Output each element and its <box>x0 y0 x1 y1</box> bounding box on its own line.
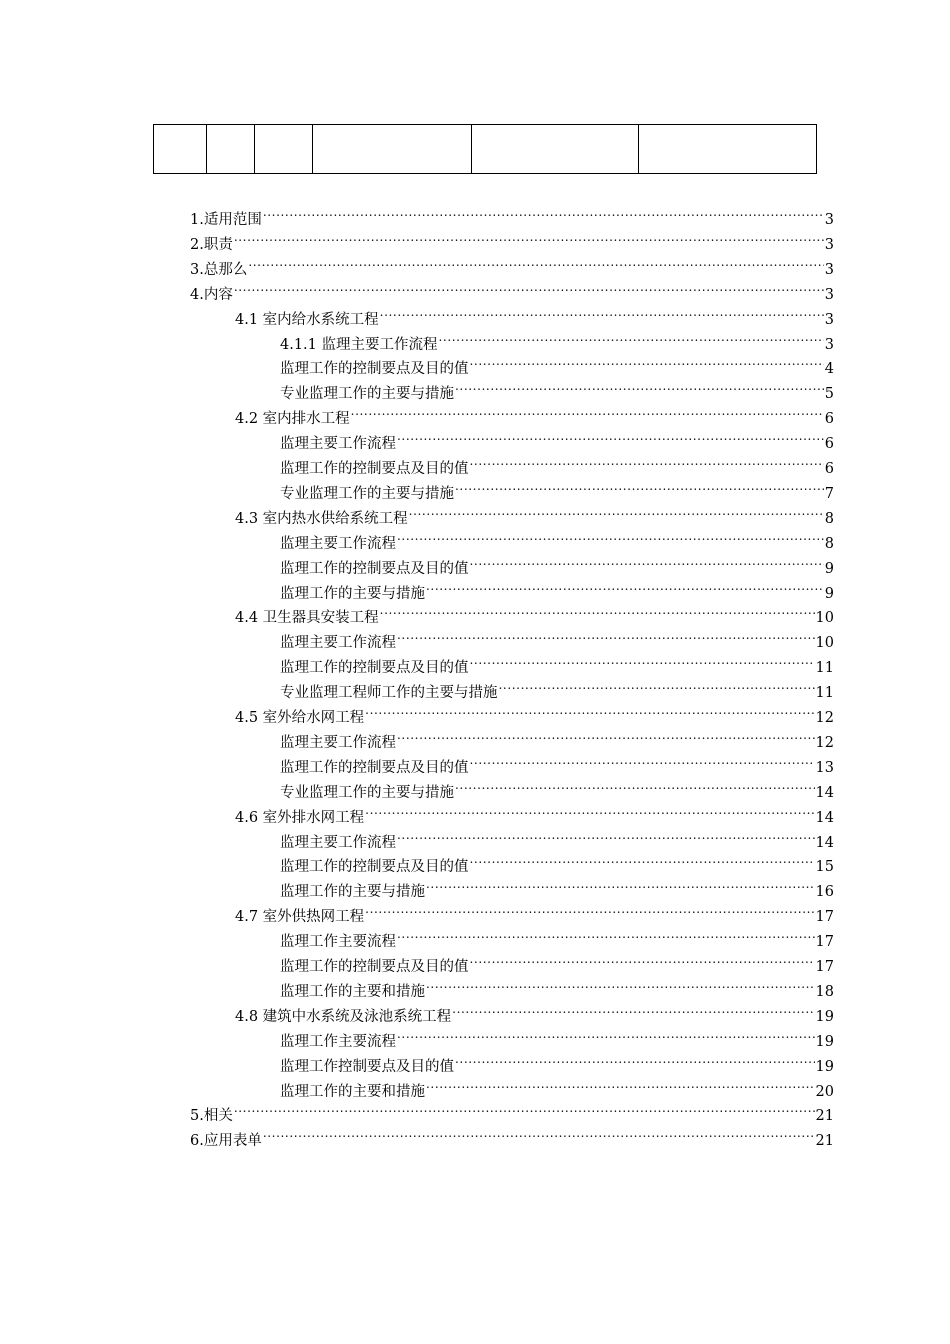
toc-entry-page: 13 <box>815 759 834 776</box>
toc-entry-page: 7 <box>824 485 834 502</box>
toc-leader-dots <box>455 474 824 498</box>
toc-entry-label: 4.2 室内排水工程 <box>235 411 350 428</box>
toc-leader-dots <box>470 847 815 871</box>
toc-entry-label: 专业监理工程师工作的主要与措施 <box>280 685 498 702</box>
toc-leader-dots <box>455 374 824 398</box>
toc-entry-label: 监理工作主要流程 <box>280 1033 396 1050</box>
toc-entry-page: 19 <box>815 1033 834 1050</box>
toc-entry-page: 19 <box>815 1008 834 1025</box>
toc-entry-label: 监理工作主要流程 <box>280 934 396 951</box>
toc-entry[interactable] <box>280 524 834 552</box>
toc-entry-page: 8 <box>824 510 834 527</box>
toc-leader-dots <box>380 598 815 622</box>
toc-entry-page: 18 <box>815 983 834 1000</box>
header-cell-5 <box>472 125 639 174</box>
toc-entry[interactable] <box>280 748 834 776</box>
toc-entry-page: 12 <box>815 710 834 726</box>
toc-leader-dots <box>470 449 824 473</box>
toc-leader-dots <box>470 549 824 573</box>
toc-entry[interactable] <box>235 798 834 826</box>
toc-leader-dots <box>234 275 824 299</box>
toc-entry-page: 11 <box>815 660 834 677</box>
toc-entry[interactable] <box>235 598 834 627</box>
toc-entry-label: 4.5 室外给水网工程 <box>235 710 365 726</box>
toc-entry[interactable] <box>235 399 834 428</box>
toc-entry-label: 专业监理工作的主要与措施 <box>280 386 454 403</box>
toc-entry-page: 21 <box>815 1108 834 1125</box>
toc-entry[interactable] <box>280 972 834 1000</box>
toc-entry[interactable] <box>280 947 834 975</box>
toc-entry[interactable] <box>190 275 834 303</box>
toc-leader-dots <box>365 798 814 822</box>
toc-leader-dots <box>263 200 824 224</box>
toc-leader-dots <box>397 623 815 647</box>
toc-entry-label: 专业监理工作的主要与措施 <box>280 784 454 801</box>
toc-entry-page: 6 <box>824 411 834 428</box>
toc-entry-label: 监理工作的控制要点及目的值 <box>280 461 469 477</box>
toc-entry[interactable] <box>280 1022 834 1050</box>
toc-leader-dots <box>397 1022 815 1046</box>
toc-entry[interactable] <box>280 773 834 801</box>
toc-entry-page: 3 <box>824 336 834 353</box>
toc-entry-page: 12 <box>815 734 834 751</box>
toc-entry-label: 监理工作的控制要点及目的值 <box>280 660 469 677</box>
toc-entry-page: 3 <box>824 236 834 253</box>
toc-entry-label: 监理工作控制要点及目的值 <box>280 1058 454 1075</box>
toc-entry-label: 4.4 卫生器具安装工程 <box>235 610 379 627</box>
toc-entry-page: 3 <box>824 286 834 303</box>
header-info-table <box>153 124 817 174</box>
toc-entry-page: 3 <box>824 261 834 278</box>
toc-entry[interactable] <box>280 872 834 901</box>
toc-leader-dots <box>426 1072 815 1096</box>
toc-entry-label: 4.内容 <box>190 286 233 303</box>
toc-entry-label: 监理主要工作流程 <box>280 535 396 552</box>
toc-entry-label: 监理工作的主要与措施 <box>280 585 425 602</box>
toc-entry[interactable] <box>280 823 834 851</box>
toc-entry[interactable] <box>280 648 834 677</box>
toc-entry-label: 监理工作的控制要点及目的值 <box>280 560 469 577</box>
toc-entry-label: 6.应用表单 <box>190 1133 262 1150</box>
toc-leader-dots <box>409 499 824 523</box>
toc-leader-dots <box>499 673 815 697</box>
toc-entry-page: 19 <box>815 1058 834 1075</box>
toc-entry-page: 10 <box>815 635 834 652</box>
toc-entry-label: 监理主要工作流程 <box>280 436 396 453</box>
toc-entry-page: 3 <box>824 212 834 228</box>
toc-entry[interactable] <box>280 449 834 477</box>
toc-entry[interactable] <box>235 897 834 926</box>
header-cell-3 <box>255 125 313 174</box>
toc-entry-label: 监理工作的主要和措施 <box>280 983 425 1000</box>
toc-entry-page: 6 <box>824 461 834 477</box>
toc-entry[interactable] <box>280 1047 834 1075</box>
toc-entry[interactable] <box>280 474 834 502</box>
toc-entry-page: 15 <box>815 859 834 876</box>
toc-entry[interactable] <box>280 574 834 602</box>
toc-entry[interactable] <box>190 250 834 278</box>
header-cell-4 <box>313 125 472 174</box>
toc-leader-dots <box>234 225 824 249</box>
toc-entry-page: 6 <box>824 436 834 453</box>
toc-leader-dots <box>351 399 824 423</box>
toc-entry[interactable] <box>235 499 834 527</box>
toc-leader-dots <box>470 349 824 373</box>
toc-entry-page: 9 <box>824 560 834 577</box>
toc-entry[interactable] <box>190 1096 834 1125</box>
toc-leader-dots <box>234 1096 815 1120</box>
toc-entry-page: 8 <box>824 535 834 552</box>
toc-entry-page: 10 <box>815 610 834 627</box>
toc-leader-dots <box>455 773 815 797</box>
toc-entry-page: 16 <box>815 884 834 901</box>
toc-entry-page: 9 <box>824 585 834 602</box>
toc-entry-page: 17 <box>815 909 834 926</box>
toc-leader-dots <box>263 1121 815 1145</box>
toc-leader-dots <box>455 1047 815 1071</box>
toc-entry-label: 2.职责 <box>190 236 233 253</box>
toc-entry-label: 监理工作的控制要点及目的值 <box>280 959 469 975</box>
toc-entry-label: 4.1.1 监理主要工作流程 <box>280 336 438 353</box>
toc-leader-dots <box>397 524 824 548</box>
toc-leader-dots <box>248 250 823 274</box>
toc-entry-label: 监理主要工作流程 <box>280 734 396 751</box>
toc-entry[interactable] <box>280 349 834 378</box>
toc-entry[interactable] <box>235 698 834 726</box>
toc-entry[interactable] <box>280 673 834 702</box>
toc-entry-page: 20 <box>815 1083 834 1100</box>
toc-entry-label: 4.8 建筑中水系统及泳池系统工程 <box>235 1008 452 1025</box>
toc-entry-label: 监理主要工作流程 <box>280 834 396 851</box>
header-info-row <box>154 125 817 174</box>
toc-entry[interactable] <box>190 200 834 228</box>
toc-entry-page: 5 <box>824 386 834 403</box>
toc-entry[interactable] <box>280 847 834 876</box>
toc-entry-label: 监理工作的控制要点及目的值 <box>280 361 469 378</box>
header-cell-2 <box>207 125 255 174</box>
toc-entry[interactable] <box>235 300 834 328</box>
toc-leader-dots <box>397 723 815 747</box>
toc-leader-dots <box>426 872 815 896</box>
toc-entry[interactable] <box>280 723 834 751</box>
toc-entry-page: 14 <box>815 834 834 851</box>
toc-leader-dots <box>380 300 824 324</box>
toc-entry[interactable] <box>235 997 834 1025</box>
toc-leader-dots <box>439 325 824 349</box>
toc-entry[interactable] <box>280 374 834 403</box>
toc-entry[interactable] <box>280 623 834 652</box>
toc-entry-label: 监理工作的主要与措施 <box>280 884 425 901</box>
toc-entry-label: 监理工作的控制要点及目的值 <box>280 759 469 776</box>
toc-entry-label: 5.相关 <box>190 1108 233 1125</box>
toc-entry-label: 监理工作的控制要点及目的值 <box>280 859 469 876</box>
toc-entry[interactable] <box>280 922 834 951</box>
toc-entry-label: 监理工作的主要和措施 <box>280 1083 425 1100</box>
toc-leader-dots <box>426 972 815 996</box>
toc-entry[interactable] <box>280 325 834 353</box>
toc-entry[interactable] <box>280 549 834 577</box>
toc-entry-label: 3.总那么 <box>190 261 248 278</box>
toc-leader-dots <box>470 947 815 971</box>
toc-entry-page: 3 <box>824 311 834 328</box>
toc-entry-page: 4 <box>824 361 834 378</box>
toc-entry-label: 1.适用范围 <box>190 212 262 228</box>
toc-leader-dots <box>365 698 814 722</box>
toc-entry-page: 14 <box>815 784 834 801</box>
toc-entry-page: 17 <box>815 934 834 951</box>
toc-entry[interactable] <box>280 1072 834 1100</box>
toc-leader-dots <box>470 648 815 672</box>
toc-leader-dots <box>397 424 824 448</box>
toc-leader-dots <box>452 997 814 1021</box>
header-cell-1 <box>154 125 207 174</box>
toc-entry-label: 专业监理工作的主要与措施 <box>280 485 454 502</box>
toc-entry-page: 21 <box>815 1133 834 1150</box>
toc-entry-label: 4.6 室外排水网工程 <box>235 809 365 826</box>
toc-entry[interactable] <box>280 424 834 453</box>
toc-entry-page: 17 <box>815 959 834 975</box>
toc-entry-label: 4.7 室外供热网工程 <box>235 909 365 926</box>
toc-entry-label: 监理主要工作流程 <box>280 635 396 652</box>
toc-entry-page: 11 <box>815 685 834 702</box>
toc-leader-dots <box>397 823 815 847</box>
toc-entry-page: 14 <box>815 809 834 826</box>
toc-leader-dots <box>397 922 815 946</box>
header-cell-6 <box>639 125 817 174</box>
toc-entry[interactable] <box>190 225 834 253</box>
toc-leader-dots <box>365 897 814 921</box>
toc-leader-dots <box>470 748 815 772</box>
toc-entry-label: 4.1 室内给水系统工程 <box>235 311 379 328</box>
toc-entry[interactable] <box>190 1121 834 1150</box>
toc-leader-dots <box>426 574 824 598</box>
toc-entry-label: 4.3 室内热水供给系统工程 <box>235 510 408 527</box>
